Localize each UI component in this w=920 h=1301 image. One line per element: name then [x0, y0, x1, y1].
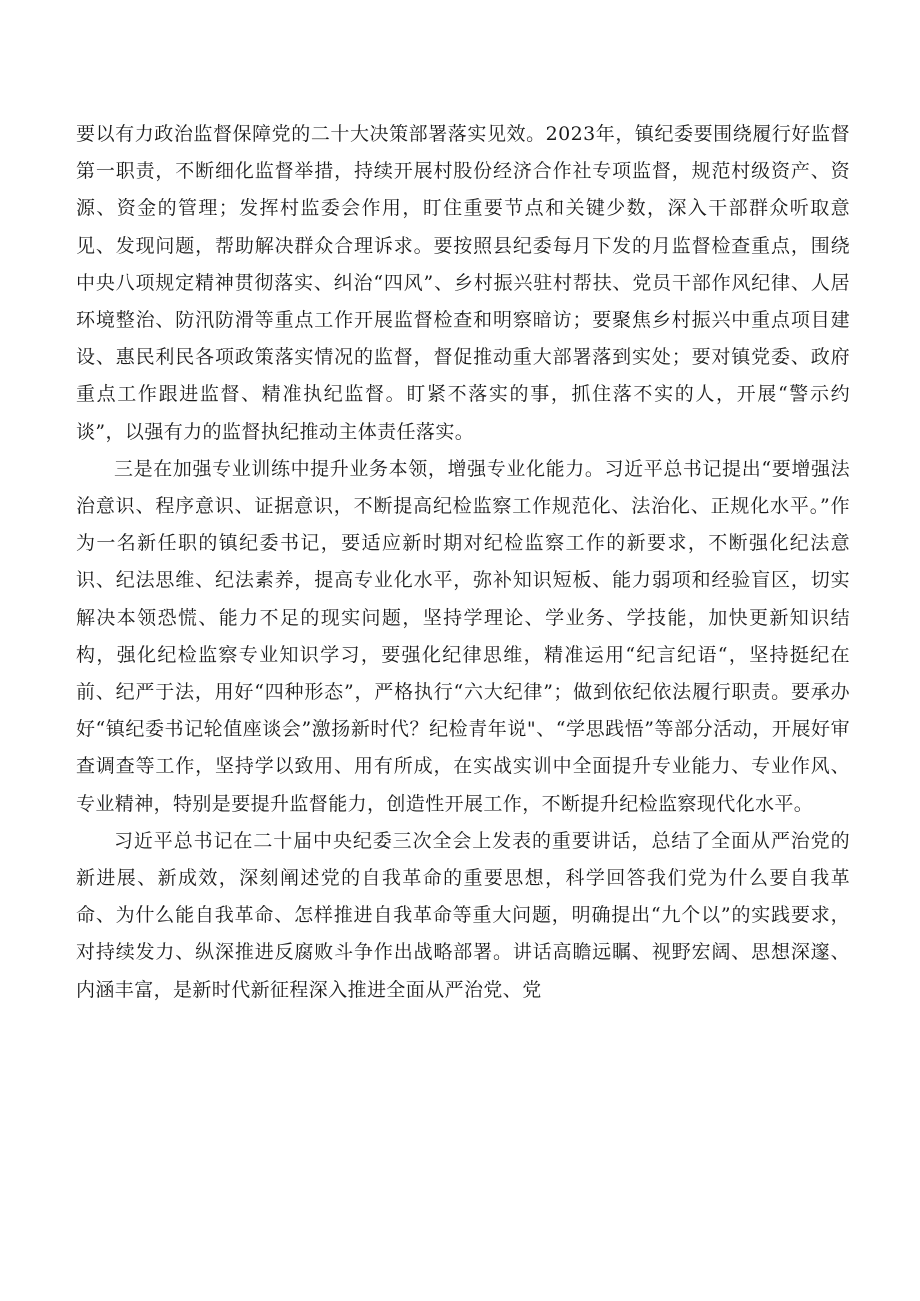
- document-body: [76, 116, 850, 1009]
- paragraph-professional-training: 三是在加强专业训练中提升业务本领，增强专业化能力。习近平总书记提出“要增强法治意识、程序意识、证据意识，不断提高纪检监察工作规范化、法治化、正规化水平。”作为一名新任职的镇纪委书记，要适应新时期对纪检监察工作的新要求，不断强化纪法意识、纪法思维、纪法素养，提高专业化水平，弥补知识短板、能力弱项和经验盲区，切实解决本领恐慌、能力不足的现实问题，坚持学理论、学业务、学技能，加快更新知识结构，强化纪检监察专业知识学习，要强化纪律思维，精准运用“纪言纪语“，坚持挺纪在前、纪严于法，用好“四种形态”，严格执行“六大纪律”；做到依纪依法履行职责。要承办好“镇纪委书记轮值座谈会”激扬新时代？纪检青年说"、“学思践悟”等部分活动，开展好审查调查等工作，坚持学以致用、用有所成，在实战实训中全面提升专业能力、专业作风、专业精神，特别是要提升监督能力，创造性开展工作，不断提升纪检监察现代化水平。: [76, 457, 850, 815]
- paragraph-important-speech: 习近平总书记在二十届中央纪委三次全会上发表的重要讲话，总结了全面从严治党的新进展、新成效，深刻阐述党的自我革命的重要思想，科学回答我们党为什么要自我革命、为什么能自我革命、怎样推进自我革命等重大问题，明确提出“九个以”的实践要求，对持续发力、纵深推进反腐败斗争作出战略部署。讲话高瞻远瞩、视野宏阔、思想深邃、内涵丰富，是新时代新征程深入推进全面从严治党、党: [76, 829, 850, 1001]
- paragraph-supervision: 要以有力政治监督保障党的二十大决策部署落实见效。2023年，镇纪委要围绕履行好监督第一职责，不断细化监督举措，持续开展村股份经济合作社专项监督，规范村级资产、资源、资金的管理；发挥村监委会作用，盯住重要节点和关键少数，深入干部群众听取意见、发现问题，帮助解决群众合理诉求。要按照县纪委每月下发的月监督检查重点，围绕中央八项规定精神贯彻落实、纠治“四风”、乡村振兴驻村帮扶、党员干部作风纪律、人居环境整治、防汛防滑等重点工作开展监督检查和明察暗访；要聚焦乡村振兴中重点项目建设、惠民利民各项政策落实情况的监督，督促推动重大部署落到实处；要对镇党委、政府重点工作跟进监督、精准执纪监督。盯紧不落实的事，抓住落不实的人，开展“警示约谈”，以强有力的监督执纪推动主体责任落实。: [76, 123, 850, 443]
